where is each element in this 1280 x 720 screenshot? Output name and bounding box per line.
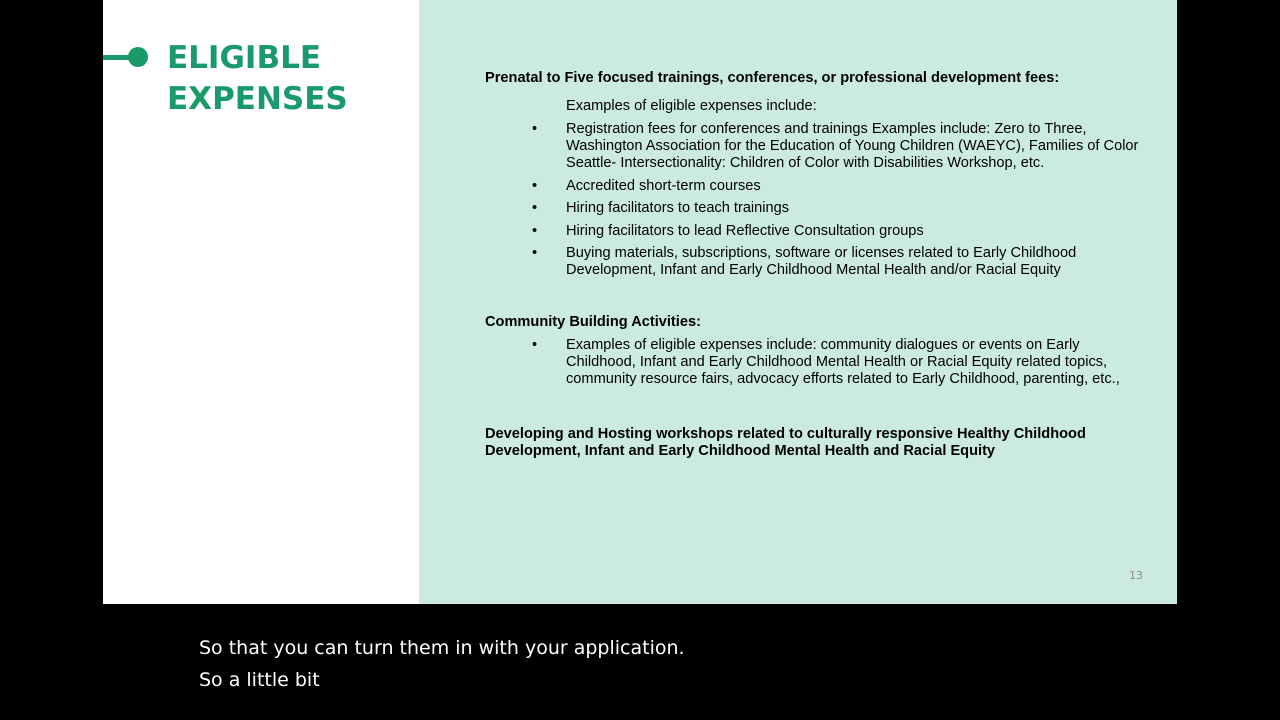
section-prenatal-trainings <box>485 70 1145 279</box>
caption-line-2: So a little bit <box>199 669 320 691</box>
title-panel <box>103 0 419 604</box>
bullet-icon: • <box>532 121 538 137</box>
video-captions <box>199 632 685 696</box>
list-item <box>485 200 1145 217</box>
slide-title-line1: ELIGIBLE <box>167 40 322 76</box>
section-heading: Prenatal to Five focused trainings, conferences, or professional development fees: <box>485 70 1060 86</box>
section-heading: Developing and Hosting workshops related to culturally responsive Healthy Childhood Development, Infant and Early Childhood Mental Health and Racial Equity <box>485 426 1086 459</box>
presentation-slide <box>103 0 1177 604</box>
list-item-text: Accredited short-term courses <box>566 177 761 194</box>
list-item <box>485 337 1145 388</box>
bullet-list <box>485 121 1145 279</box>
list-item <box>485 121 1145 172</box>
slide-title-line2: EXPENSES <box>167 81 348 117</box>
list-item <box>485 178 1145 195</box>
bullet-icon: • <box>532 245 538 261</box>
bullet-list <box>485 337 1145 388</box>
bullet-icon: • <box>532 222 538 239</box>
list-item-text: Registration fees for conferences and trainings Examples include: Zero to Three, Washington Association for the Education of Young Children (WAEYC), Families of Color Seattle- Intersectionality: Children of Color with Disabilities Workshop, etc. <box>566 121 1139 171</box>
section-workshops <box>485 426 1145 460</box>
list-item-text: Hiring facilitators to lead Reflective Consultation groups <box>566 222 924 239</box>
section-heading: Community Building Activities: <box>485 314 701 330</box>
caption-line-1: So that you can turn them in with your application. <box>199 637 685 659</box>
list-item <box>485 223 1145 240</box>
list-item <box>485 245 1145 279</box>
list-item-text: Examples of eligible expenses include: community dialogues or events on Early Childhood, Infant and Early Childhood Mental Health or Racial Equity related topics, community resource fairs, advocacy efforts related to Early Childhood, parenting, etc., <box>566 337 1120 387</box>
accent-dot-icon <box>128 47 148 67</box>
slide-content <box>485 70 1145 460</box>
list-item-text: Buying materials, subscriptions, software or licenses related to Early Childhood Development, Infant and Early Childhood Mental Health and/or Racial Equity <box>566 245 1077 278</box>
bullet-icon: • <box>532 177 538 194</box>
content-panel <box>419 0 1177 604</box>
bullet-icon: • <box>532 200 538 216</box>
section-community-building <box>485 314 1145 388</box>
bullet-icon: • <box>532 337 538 353</box>
section-intro: Examples of eligible expenses include: <box>566 98 817 114</box>
page-number: 13 <box>1129 569 1143 582</box>
slide-title <box>167 38 407 120</box>
list-item-text: Hiring facilitators to teach trainings <box>566 200 790 216</box>
